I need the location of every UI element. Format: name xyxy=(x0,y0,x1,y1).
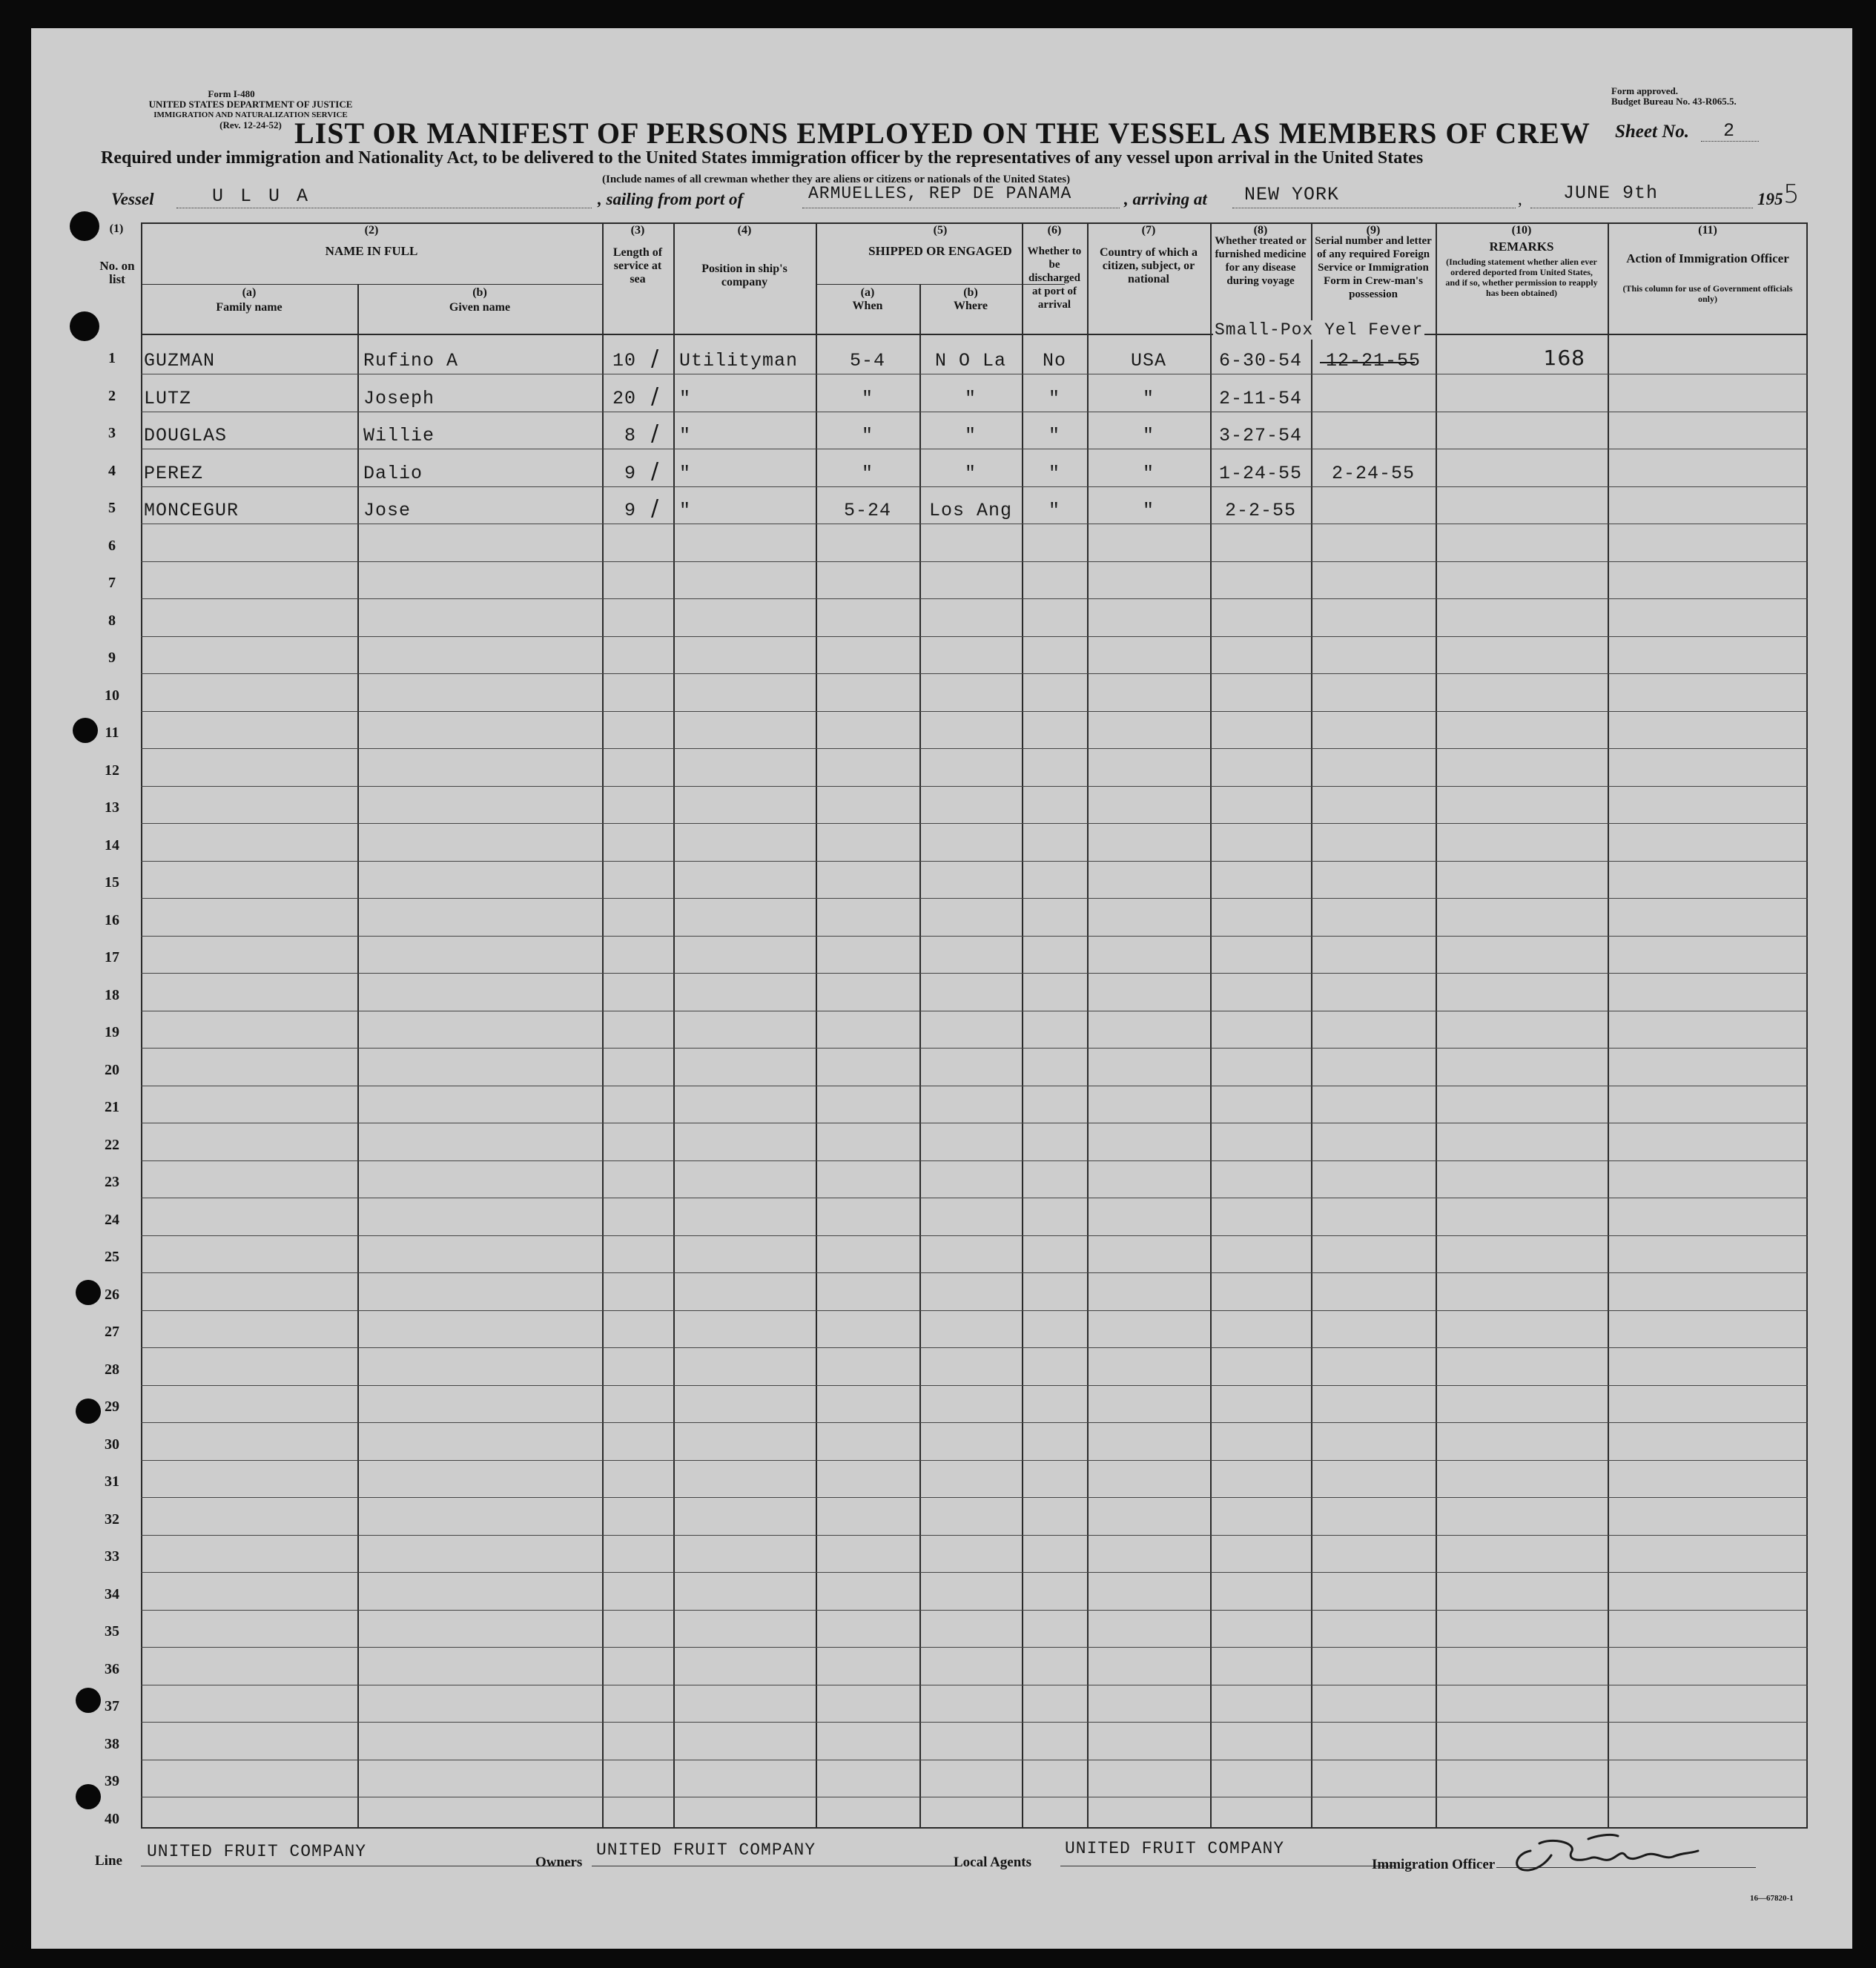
service-length-cell: 10 xyxy=(612,350,636,372)
family-name-cell: MONCEGUR xyxy=(144,500,240,521)
row-number: 6 xyxy=(108,537,116,554)
row-number: 26 xyxy=(105,1286,119,1303)
col-discharge-num: (6) xyxy=(1047,224,1062,237)
punch-hole xyxy=(70,311,99,341)
row-rule xyxy=(141,1722,1808,1723)
col-country: Country of which a citizen, subject, or national xyxy=(1099,246,1198,285)
col-remarks-num: (10) xyxy=(1511,224,1532,237)
col-when-num: (a) xyxy=(860,286,875,299)
given-name-cell: Rufino A xyxy=(363,350,459,372)
row-rule xyxy=(141,1235,1808,1236)
vessel-name: U L U A xyxy=(212,185,311,207)
row-number: 17 xyxy=(105,949,119,965)
col-when: When xyxy=(852,300,883,312)
yellow-fever-date-cell: 12-21-55 xyxy=(1325,350,1421,372)
local-agents-value: UNITED FRUIT COMPANY xyxy=(1065,1839,1285,1858)
col-country-num: (7) xyxy=(1141,224,1156,237)
sheet-label: Sheet No. xyxy=(1615,122,1689,142)
check-mark: / xyxy=(651,420,659,446)
remarks-cell: 168 xyxy=(1543,346,1585,370)
service-length-cell: 9 xyxy=(624,500,636,521)
row-number: 19 xyxy=(105,1024,119,1040)
shipped-when-cell: " xyxy=(861,387,873,409)
col-no-on-list: No. on list xyxy=(99,259,135,286)
owners-value: UNITED FRUIT COMPANY xyxy=(596,1840,816,1860)
position-cell: " xyxy=(679,500,692,521)
row-rule xyxy=(141,673,1808,674)
row-rule xyxy=(141,1160,1808,1161)
row-rule xyxy=(141,711,1808,712)
col-action-note: (This column for use of Government officials only) xyxy=(1622,283,1793,304)
row-rule xyxy=(141,1310,1808,1311)
yellow-fever-date-cell: 2-24-55 xyxy=(1331,462,1416,484)
col-name-num: (2) xyxy=(364,224,379,237)
row-number: 30 xyxy=(105,1436,119,1453)
row-number: 32 xyxy=(105,1510,119,1528)
position-cell: Utilityman xyxy=(679,350,799,372)
row-number: 14 xyxy=(105,836,119,853)
check-mark: / xyxy=(651,346,659,372)
family-name-cell: GUZMAN xyxy=(144,350,216,372)
row-number: 25 xyxy=(105,1249,119,1265)
col-serial-form: Serial number and letter of any required Foreign Service or Immigration Form in Crew-man's possession xyxy=(1315,235,1432,300)
row-rule xyxy=(141,1347,1808,1348)
shipped-when-cell: 5-24 xyxy=(843,500,891,521)
port-of-departure: ARMUELLES, REP DE PANAMA xyxy=(808,184,1072,203)
row-rule xyxy=(141,561,1808,562)
col-service-num: (3) xyxy=(630,224,645,237)
row-rule xyxy=(141,1272,1808,1273)
given-name-cell: Willie xyxy=(363,425,435,446)
row-number: 16 xyxy=(105,911,119,928)
row-number: 21 xyxy=(105,1099,119,1115)
col-medicine: Whether treated or furnished medicine for any disease during voyage xyxy=(1215,235,1307,287)
country-cell: " xyxy=(1142,462,1155,484)
approval-line: Form approved. xyxy=(1611,85,1679,96)
col-position-num: (4) xyxy=(737,224,752,237)
row-rule xyxy=(141,1048,1808,1049)
col-name-in-full: NAME IN FULL xyxy=(325,244,418,258)
row-rule xyxy=(141,1422,1808,1423)
discharged-cell: " xyxy=(1048,387,1060,409)
form-print-code: 16—67820-1 xyxy=(1750,1894,1794,1903)
service-length-cell: 20 xyxy=(612,387,636,409)
local-agents-label: Local Agents xyxy=(954,1855,1032,1870)
row-number: 7 xyxy=(108,575,116,591)
col-remarks: REMARKS xyxy=(1489,240,1554,254)
position-cell: " xyxy=(679,425,692,446)
revision-label: (Rev. 12-24-52) xyxy=(219,119,282,131)
shipped-where-cell: N O La xyxy=(934,350,1006,372)
row-rule xyxy=(141,936,1808,937)
row-number: 4 xyxy=(108,462,116,479)
year-prefix: 195 xyxy=(1757,190,1783,208)
shipped-when-cell: 5-4 xyxy=(849,350,885,372)
row-number: 12 xyxy=(105,762,119,779)
line-value: UNITED FRUIT COMPANY xyxy=(147,1842,367,1861)
check-mark: / xyxy=(651,458,659,484)
row-number: 9 xyxy=(108,650,116,666)
row-number: 34 xyxy=(105,1585,119,1602)
col-given-num: (b) xyxy=(472,286,487,299)
department-label: UNITED STATES DEPARTMENT OF JUSTICE xyxy=(148,99,353,110)
discharged-cell: No xyxy=(1042,350,1066,372)
row-number: 24 xyxy=(105,1211,119,1228)
col-action: Action of Immigration Officer xyxy=(1626,251,1789,265)
col-family-num: (a) xyxy=(242,286,257,299)
country-cell: " xyxy=(1142,387,1155,409)
shipped-where-cell: " xyxy=(964,387,977,409)
country-cell: " xyxy=(1142,425,1155,446)
col-length-of-service: Length of service at sea xyxy=(612,246,663,285)
immigration-officer-label: Immigration Officer xyxy=(1372,1857,1496,1872)
row-number: 37 xyxy=(105,1698,119,1714)
row-number: 13 xyxy=(105,799,119,816)
family-name-cell: PEREZ xyxy=(144,462,204,484)
row-number: 27 xyxy=(105,1324,119,1340)
row-number: 39 xyxy=(105,1773,119,1789)
row-rule xyxy=(141,748,1808,749)
row-number: 29 xyxy=(105,1399,119,1415)
row-number: 5 xyxy=(108,500,116,516)
shipped-where-cell: Los Ang xyxy=(928,500,1013,521)
row-rule xyxy=(141,786,1808,787)
row-number: 1 xyxy=(108,350,116,366)
page-title: LIST OR MANIFEST OF PERSONS EMPLOYED ON THE VESSEL AS MEMBERS OF CREW xyxy=(294,116,1591,150)
form-subtitle: Required under immigration and Nationality Act, to be delivered to the United States immigration officer by the representatives of any vessel upon arrival in the United States xyxy=(101,148,1424,168)
given-name-cell: Dalio xyxy=(363,462,423,484)
family-name-cell: DOUGLAS xyxy=(144,425,228,446)
col-discharged: Whether to be discharged at port of arrival xyxy=(1027,245,1082,311)
given-name-cell: Joseph xyxy=(363,387,435,409)
row-rule xyxy=(141,1385,1808,1386)
year-handwritten: 5 xyxy=(1783,179,1800,209)
col-medicine-num: (8) xyxy=(1253,224,1268,237)
col-family-name: Family name xyxy=(216,301,283,314)
sheet-number: 2 xyxy=(1723,120,1735,142)
col-num-label: (1) xyxy=(109,222,124,235)
discharged-cell: " xyxy=(1048,462,1060,484)
manifest-sheet: Form I-480 UNITED STATES DEPARTMENT OF JUSTICE IMMIGRATION AND NATURALIZATION SERVICE (Rev. 12-24-52) Form approved. Budget Bureau No. 43-R065.5. LIST OR MANIFEST OF PERSONS EMPLOYED ON THE VESSEL AS MEMBERS OF CREW Sheet No. 2 Required under immigration and Nationality Act, to be delivered to the United States immigration officer by the representatives of any vessel upon arrival in the United States (Include names of all crewman whether they are aliens or citizens or nationals of the United States) Vessel U L U A , sailing from port of ARMUELLES, REP DE PANAMA , arriving at NEW YORK , JUNE 9th 195 5 (1) No. on list (2) NAME IN FULL (a) Family name (b) Given name (3) Length of service at sea (4) Position in ship's company (5) SHIPPED OR ENGAGED (a) When (b) Where (6) Whether to be discharged at port of arrival (7) Country of which a citizen, subject, or national (8) Whether treated or furnished medicine for any disease during voyage (9) Serial number and letter of any required Foreign Service or Immigration Form in Crew-man's possession (10) REMARKS (Including statement whether alien ever ordered deported from United States, and if so, whether permission to reapply has been obtained) (11) Action of Immigration Officer (This column for use of Government officials only) Small-Pox Yel Fever 1 2 3 4 5 6 7 8 9 10 11 12 13 14 15 16 17 18 19 20 21 22 23 24 25 26 27 28 29 30 31 32 33 34 35 36 37 38 39 40 GUZMAN Rufino A 10 Utilityman 5-4 N O La No USA 6-30-54 12-21-55 168 / LUTZ Joseph 20 " " " " " 2-11-54 / DOUGLAS Willie 8 " " " " " 3-27-54 / PEREZ Dalio 9 " " " " " 1-24-55 2-24-55 / MONCEGUR Jose 9 " 5-24 Los Ang " " 2-2-55 / Line UNITED FRUIT COMPANY Owners UNITED FRUIT COMPANY Local Agents UNITED FRUIT COMPANY Immigration Officer 16—67820-1 xyxy=(31,28,1852,1949)
col-given-name: Given name xyxy=(449,301,511,314)
row-number: 18 xyxy=(105,986,119,1003)
row-number: 23 xyxy=(105,1174,119,1190)
col-remarks-note: (Including statement whether alien ever ordered deported from United States, and if so, whether permission to reapply has been obtained) xyxy=(1445,257,1598,298)
row-rule xyxy=(141,973,1808,974)
row-number: 15 xyxy=(105,874,119,891)
smallpox-date-cell: 2-11-54 xyxy=(1218,387,1303,409)
shipped-where-cell: " xyxy=(964,462,977,484)
form-note: (Include names of all crewman whether they are aliens or citizens or nationals of the United States) xyxy=(602,174,1071,185)
strike-through-mark xyxy=(1320,362,1415,363)
col-shipped-num: (5) xyxy=(933,224,948,237)
country-cell: " xyxy=(1142,500,1155,521)
discharged-cell: " xyxy=(1048,500,1060,521)
discharged-cell: " xyxy=(1048,425,1060,446)
row-number: 11 xyxy=(105,724,119,741)
row-number: 3 xyxy=(108,425,116,441)
row-rule xyxy=(141,1460,1808,1461)
row-number: 8 xyxy=(108,612,116,629)
col-action-num: (11) xyxy=(1698,224,1717,237)
arriving-label: , arriving at xyxy=(1124,190,1207,208)
col-where-num: (b) xyxy=(963,286,978,299)
row-number: 36 xyxy=(105,1660,119,1677)
row-number: 28 xyxy=(105,1361,119,1378)
arrival-port: NEW YORK xyxy=(1244,184,1340,205)
row-rule xyxy=(141,1610,1808,1611)
vaccine-header-note: Small-Pox Yel Fever xyxy=(1215,320,1424,340)
sailing-label: , sailing from port of xyxy=(598,190,744,208)
shipped-when-cell: " xyxy=(861,425,873,446)
col-where: Where xyxy=(954,300,988,312)
owners-label: Owners xyxy=(535,1855,583,1870)
family-name-cell: LUTZ xyxy=(144,387,192,409)
form-number: Form I-480 xyxy=(208,88,255,99)
shipped-where-cell: " xyxy=(964,425,977,446)
smallpox-date-cell: 1-24-55 xyxy=(1218,462,1303,484)
col-shipped-or-engaged: SHIPPED OR ENGAGED xyxy=(868,244,1012,258)
row-number: 2 xyxy=(108,387,116,404)
line-label: Line xyxy=(95,1853,122,1869)
row-number: 10 xyxy=(105,687,119,704)
row-number: 33 xyxy=(105,1548,119,1565)
check-mark: / xyxy=(651,495,659,521)
given-name-cell: Jose xyxy=(363,500,412,521)
arrival-date: JUNE 9th xyxy=(1563,182,1659,204)
row-number: 31 xyxy=(105,1473,119,1490)
col-position: Position in ship's company xyxy=(701,262,787,288)
row-number: 35 xyxy=(105,1623,119,1640)
row-rule xyxy=(141,823,1808,824)
check-mark: / xyxy=(651,383,659,409)
row-number: 20 xyxy=(105,1061,119,1078)
row-rule xyxy=(141,486,1808,487)
country-cell: USA xyxy=(1130,350,1166,372)
row-rule xyxy=(141,861,1808,862)
row-rule xyxy=(141,636,1808,637)
row-rule xyxy=(141,598,1808,599)
row-rule xyxy=(141,1497,1808,1498)
row-rule xyxy=(141,898,1808,899)
service-label: IMMIGRATION AND NATURALIZATION SERVICE xyxy=(153,110,348,119)
row-rule xyxy=(141,1647,1808,1648)
position-cell: " xyxy=(679,462,692,484)
smallpox-date-cell: 2-2-55 xyxy=(1224,500,1296,521)
row-number: 38 xyxy=(105,1735,119,1752)
row-number: 40 xyxy=(105,1810,119,1827)
smallpox-date-cell: 6-30-54 xyxy=(1218,350,1303,372)
budget-bureau-line: Budget Bureau No. 43-R065.5. xyxy=(1611,96,1737,107)
officer-signature xyxy=(1507,1829,1722,1881)
smallpox-date-cell: 3-27-54 xyxy=(1218,425,1303,446)
row-rule xyxy=(141,1535,1808,1536)
row-rule xyxy=(141,1572,1808,1573)
vessel-label: Vessel xyxy=(111,190,154,208)
col-serial-num: (9) xyxy=(1366,224,1381,237)
service-length-cell: 9 xyxy=(624,462,636,484)
service-length-cell: 8 xyxy=(624,425,636,446)
row-number: 22 xyxy=(105,1136,119,1153)
position-cell: " xyxy=(679,387,692,409)
shipped-when-cell: " xyxy=(861,462,873,484)
